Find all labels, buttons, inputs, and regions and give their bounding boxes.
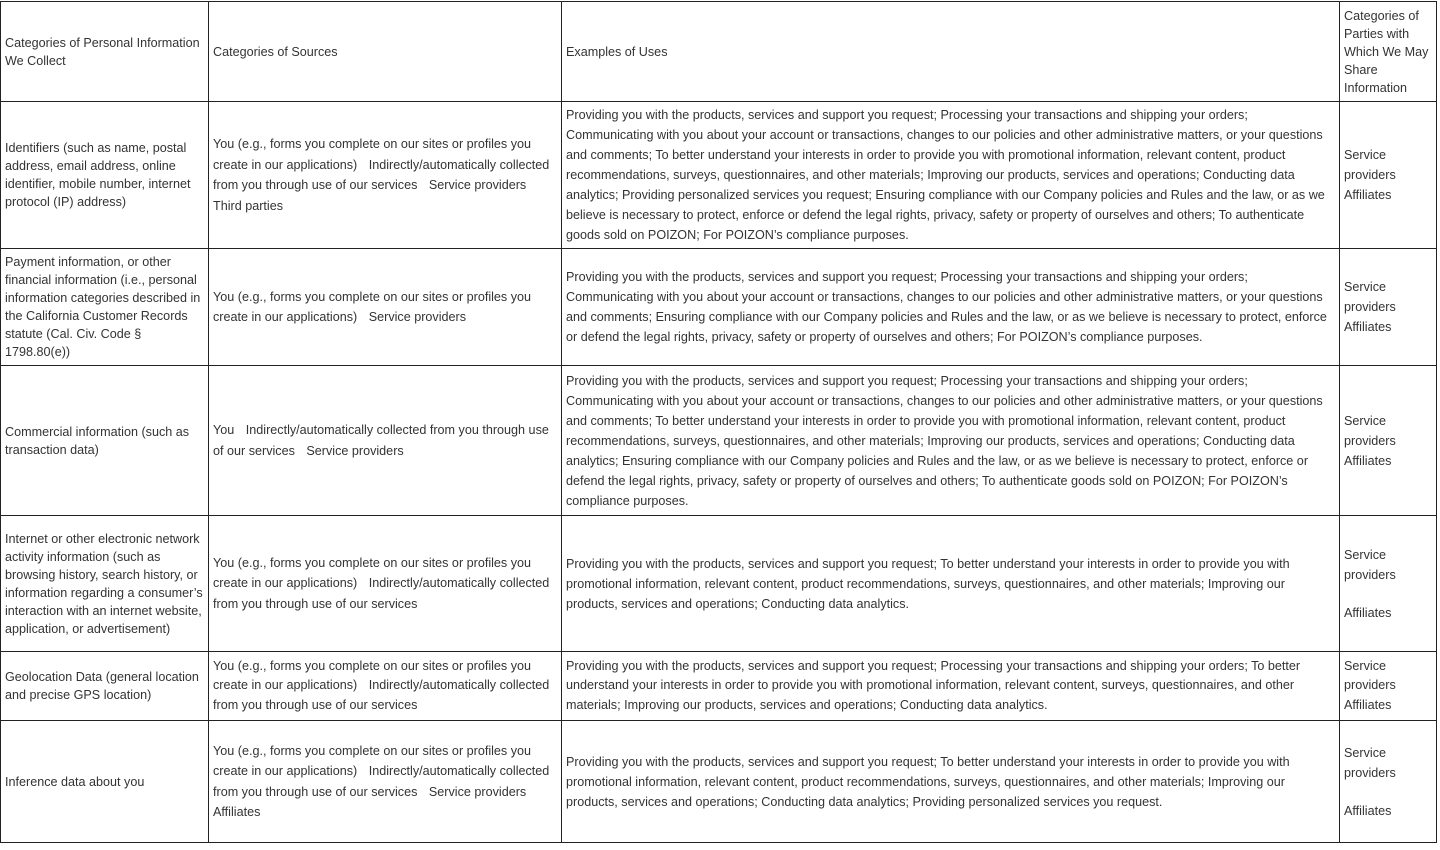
source-item: Indirectly/automatically collected from you through use of our services bbox=[213, 678, 550, 712]
uses-cell: Providing you with the products, services and support you request; Processing your transactions and shipping your orders; Communicating with you about your account or transactions, changes to our policies and other administrative matters, or your questions and comments; Ensuring compliance with our Company policies and Rules and the law, or as we believe is necessary to protect, enforce or defend the legal rights, privacy, safety or property of ourselves and others; For POIZON’s compliance purposes. bbox=[562, 249, 1340, 366]
uses-cell: Providing you with the products, services and support you request; To better understand your interests in order to provide you with promotional information, relevant content, product recommendations, surveys, questionnaires, and other materials; Improving our products, services and operations; Conducting data analytics; Providing personalized services you request. bbox=[562, 721, 1340, 843]
header-categories-parties: Categories of Parties with Which We May Share Information bbox=[1340, 2, 1437, 102]
source-item: Indirectly/automatically collected from you through use of our services bbox=[213, 157, 550, 192]
party-item: Affiliates bbox=[1344, 697, 1392, 712]
table-row bbox=[1, 652, 1437, 721]
source-item: Indirectly/automatically collected from you through use of our services bbox=[213, 423, 549, 458]
source-item: You bbox=[213, 423, 235, 437]
party-item: Service providers bbox=[1344, 658, 1396, 693]
source-item: You (e.g., forms you complete on our sites or profiles you create in our applications) bbox=[213, 289, 532, 324]
category-cell: Payment information, or other financial information (i.e., personal information categories described in the California Customer Records statute (Cal. Civ. Code § 1798.80(e)) bbox=[1, 249, 209, 366]
party-item: Service providers bbox=[1344, 148, 1396, 182]
party-item: Affiliates bbox=[1344, 188, 1392, 202]
table-row bbox=[1, 102, 1437, 249]
parties-cell bbox=[1340, 516, 1437, 652]
category-cell: Commercial information (such as transaction data) bbox=[1, 366, 209, 516]
sources-cell bbox=[209, 366, 562, 516]
source-item: You (e.g., forms you complete on our sites or profiles you create in our applications) bbox=[213, 137, 532, 172]
header-categories-sources: Categories of Sources bbox=[209, 2, 562, 102]
category-cell: Geolocation Data (general location and precise GPS location) bbox=[1, 652, 209, 721]
header-examples-uses: Examples of Uses bbox=[562, 2, 1340, 102]
source-item: Service providers bbox=[306, 443, 404, 458]
table-row bbox=[1, 721, 1437, 843]
source-item: Affiliates bbox=[213, 805, 261, 819]
party-item: Service providers bbox=[1344, 280, 1396, 314]
header-categories-collect: Categories of Personal Information We Collect bbox=[1, 2, 209, 102]
table-header-row bbox=[1, 2, 1437, 102]
source-item: You (e.g., forms you complete on our sites or profiles you create in our applications) bbox=[213, 555, 532, 591]
party-item: Affiliates bbox=[1344, 605, 1392, 620]
source-item: Service providers bbox=[428, 784, 527, 799]
source-item: You (e.g., forms you complete on our sites or profiles you create in our applications) bbox=[213, 743, 532, 778]
table-row bbox=[1, 249, 1437, 366]
sources-cell bbox=[209, 652, 562, 721]
source-item: Indirectly/automatically collected from you through use of our services bbox=[213, 764, 550, 799]
uses-cell: Providing you with the products, services and support you request; Processing your transactions and shipping your orders; Communicating with you about your account or transactions, changes to our policies and other administrative matters, or your questions and comments; To better understand your interests in order to provide you with promotional information, relevant content, product recommendations, surveys, questionnaires, and other materials; Improving our products, services and operations; Conducting data analytics; Providing personalized services you request; Ensuring compliance with our Company policies and Rules and the law, or as we believe is necessary to protect, enforce or defend the legal rights, privacy, safety or property of ourselves and others; To authenticate goods sold on POIZON; For POIZON’s compliance purposes. bbox=[562, 102, 1340, 249]
parties-cell bbox=[1340, 102, 1437, 249]
party-item: Service providers bbox=[1344, 745, 1396, 780]
uses-cell: Providing you with the products, services and support you request; Processing your transactions and shipping your orders; Communicating with you about your account or transactions, changes to our policies and other administrative matters, or your questions and comments; To better understand your interests in order to provide you with promotional information, relevant content, product recommendations, surveys, questionnaires, and other materials; Improving our products, services and operations; Conducting data analytics; Ensuring compliance with our Company policies and Rules and the law, or as we believe is necessary to protect, enforce or defend the legal rights, privacy, safety or property of ourselves and others; To authenticate goods sold on POIZON; For POIZON’s compliance purposes. bbox=[562, 366, 1340, 516]
party-item: Affiliates bbox=[1344, 803, 1392, 818]
party-item: Service providers bbox=[1344, 413, 1396, 448]
source-item: Third parties bbox=[213, 198, 283, 213]
sources-cell bbox=[209, 516, 562, 652]
source-item: Service providers bbox=[428, 178, 527, 192]
party-item: Service providers bbox=[1344, 547, 1396, 582]
uses-cell: Providing you with the products, services and support you request; To better understand your interests in order to provide you with promotional information, relevant content, product recommendations, surveys, questionnaires, and other materials; Improving our products, services and operations; Conducting data analytics. bbox=[562, 516, 1340, 652]
parties-cell bbox=[1340, 366, 1437, 516]
source-item: You (e.g., forms you complete on our sites or profiles you create in our applications) bbox=[213, 658, 532, 693]
table-row bbox=[1, 366, 1437, 516]
parties-cell bbox=[1340, 652, 1437, 721]
category-cell: Internet or other electronic network activity information (such as browsing history, search history, or information regarding a consumer’s interaction with an internet website, application, or advertisement) bbox=[1, 516, 209, 652]
sources-cell bbox=[209, 721, 562, 843]
source-item: Indirectly/automatically collected from you through use of our services bbox=[213, 576, 550, 611]
parties-cell bbox=[1340, 249, 1437, 366]
sources-cell bbox=[209, 102, 562, 249]
category-cell: Identifiers (such as name, postal address, email address, online identifier, mobile number, internet protocol (IP) address) bbox=[1, 102, 209, 249]
party-item: Affiliates bbox=[1344, 320, 1392, 334]
personal-information-table bbox=[0, 1, 1437, 843]
table-row bbox=[1, 516, 1437, 652]
category-cell: Inference data about you bbox=[1, 721, 209, 843]
sources-cell bbox=[209, 249, 562, 366]
parties-cell bbox=[1340, 721, 1437, 843]
party-item: Affiliates bbox=[1344, 453, 1392, 468]
source-item: Service providers bbox=[368, 310, 467, 324]
uses-cell: Providing you with the products, services and support you request; Processing your transactions and shipping your orders; To better understand your interests in order to provide you with promotional information, relevant content, surveys, questionnaires, and other materials; Improving our products, services and operations; Conducting data analytics. bbox=[562, 652, 1340, 721]
